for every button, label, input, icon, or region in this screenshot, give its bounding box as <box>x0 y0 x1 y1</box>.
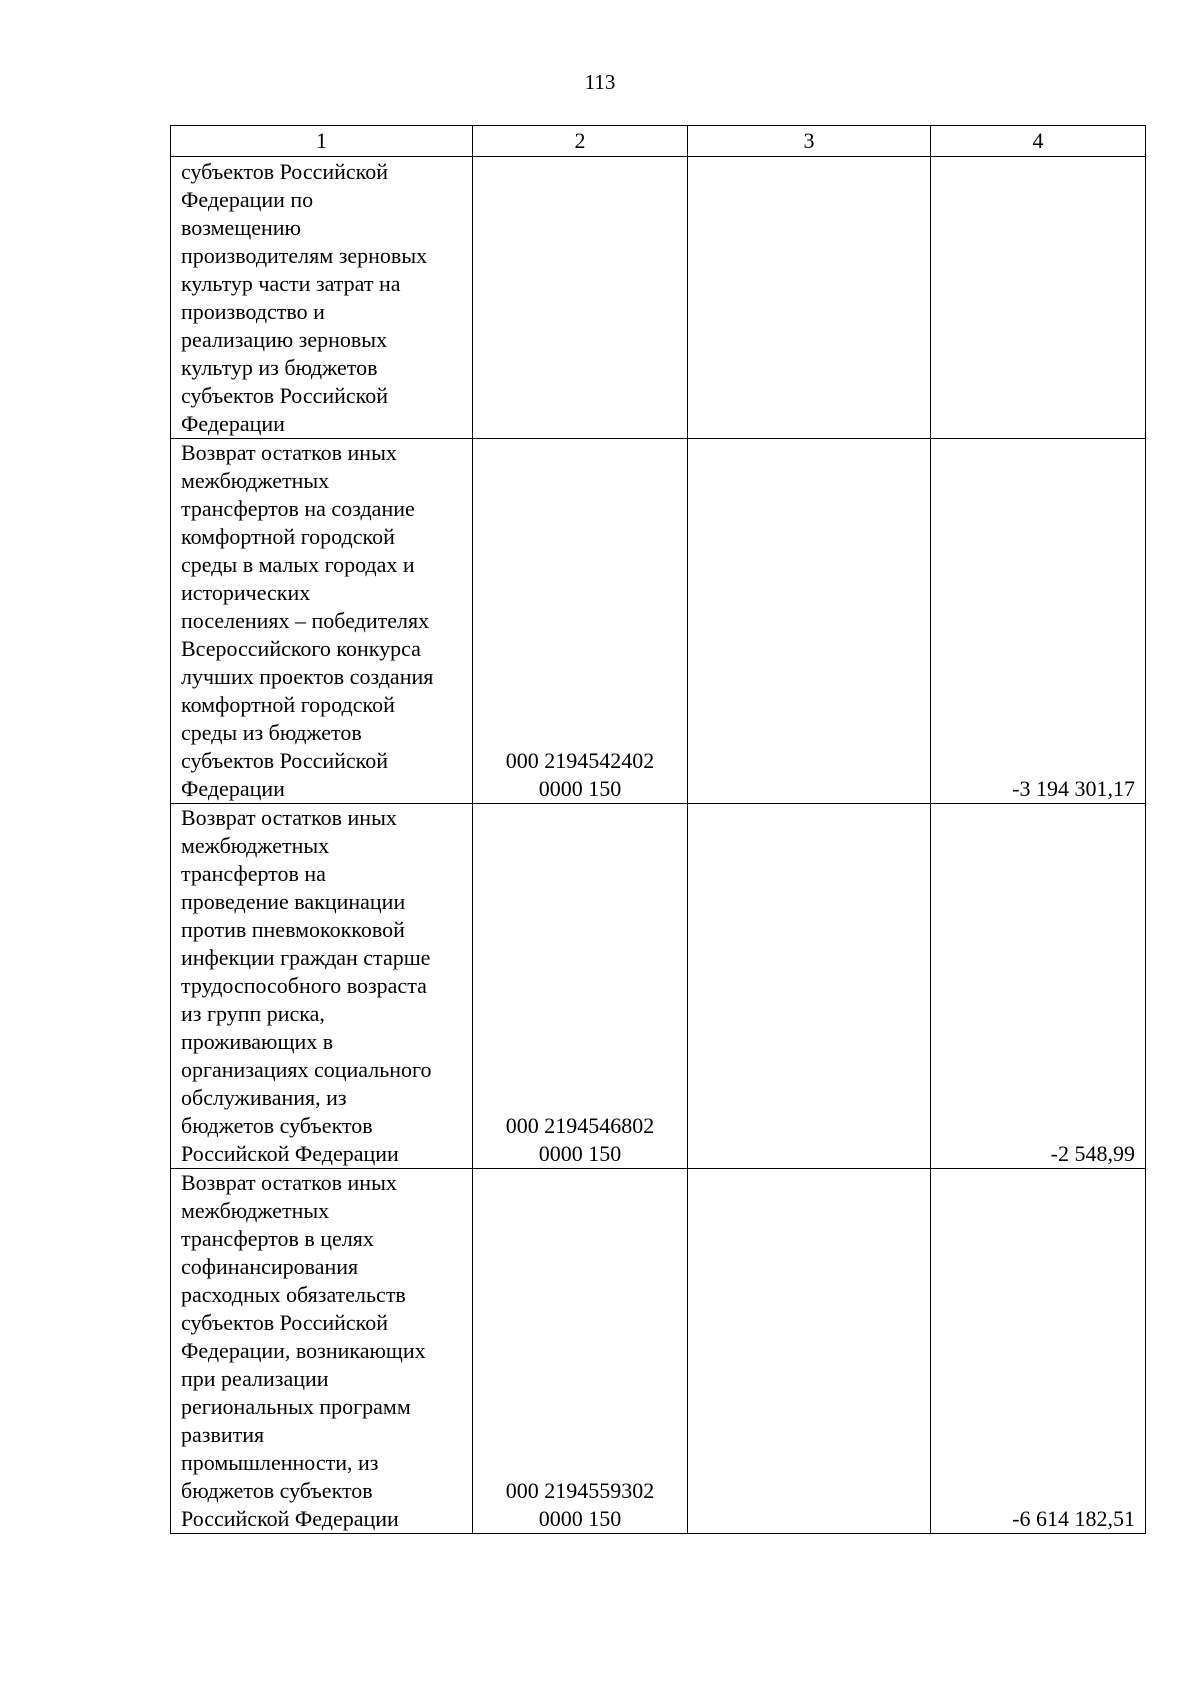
row-name-line: межбюджетных <box>181 833 330 858</box>
column-header-3: 3 <box>688 126 931 157</box>
row-name-line: субъектов Российской <box>181 748 389 773</box>
row-name-line: среды из бюджетов <box>181 720 362 745</box>
row-name-line: лучших проектов создания <box>181 664 434 689</box>
page-number: 113 <box>584 70 616 94</box>
row-name-line: возмещению <box>181 215 301 240</box>
row-code-cell <box>473 439 688 804</box>
row-name-line: Федерации по <box>181 187 314 212</box>
row-name-line: при реализации <box>181 1366 329 1391</box>
table-row <box>171 1169 1146 1534</box>
row-name-cell <box>171 439 473 804</box>
row-name-line: инфекции граждан старше <box>181 945 431 970</box>
row-name-line: бюджетов субъектов <box>181 1478 373 1503</box>
row-name-line: исторических <box>181 580 311 605</box>
row-amount-cell <box>931 157 1146 439</box>
row-name-line: межбюджетных <box>181 468 330 493</box>
row-name-line: трансфертов на <box>181 861 326 886</box>
row-name-line: софинансирования <box>181 1254 359 1279</box>
row-name-line: проживающих в <box>181 1029 334 1054</box>
row-name-cell <box>171 804 473 1169</box>
column-header-4: 4 <box>931 126 1146 157</box>
row-name-line: поселениях – победителях <box>181 608 430 633</box>
row-amount-cell: -6 614 182,51 <box>931 1169 1146 1534</box>
row-name-line: реализацию зерновых <box>181 327 388 352</box>
column-header-1: 1 <box>171 126 473 157</box>
row-code-line: 000 2194542402 <box>505 748 655 773</box>
row-name-line: развития <box>181 1422 265 1447</box>
row-code-line: 0000 150 <box>538 1506 622 1531</box>
row-name-line: обслуживания, из <box>181 1085 347 1110</box>
row-name-line: Возврат остатков иных <box>181 440 397 465</box>
row-name-line: трансфертов в целях <box>181 1226 374 1251</box>
row-code-line: 0000 150 <box>538 1141 622 1166</box>
row-name-line: субъектов Российской <box>181 383 389 408</box>
row-name-line: расходных обязательств <box>181 1282 406 1307</box>
row-name-line: бюджетов субъектов <box>181 1113 373 1138</box>
row-name-line: производство и <box>181 299 325 324</box>
row-name-line: комфортной городской <box>181 524 395 549</box>
row-name-line: Российской Федерации <box>181 1506 399 1531</box>
row-name-line: Федерации <box>181 411 285 436</box>
row-name-line: производителям зерновых <box>181 243 428 268</box>
row-code-cell <box>473 804 688 1169</box>
row-name-line: Возврат остатков иных <box>181 805 397 830</box>
row-code-line: 000 2194546802 <box>505 1113 655 1138</box>
table-row <box>171 804 1146 1169</box>
row-name-line: Всероссийского конкурса <box>181 636 421 661</box>
row-code-cell <box>473 1169 688 1534</box>
row-code-line: 000 2194559302 <box>505 1478 655 1503</box>
row-name-line: Федерации, возникающих <box>181 1338 426 1363</box>
row-name-line: среды в малых городах и <box>181 552 415 577</box>
row-name-line: Возврат остатков иных <box>181 1170 397 1195</box>
row-name-cell <box>171 1169 473 1534</box>
row-name-line: трудоспособного возраста <box>181 973 427 998</box>
table-header-row <box>171 126 1146 157</box>
column-header-2: 2 <box>473 126 688 157</box>
row-name-line: из групп риска, <box>181 1001 325 1026</box>
row-code-line: 0000 150 <box>538 776 622 801</box>
row-name-line: культур части затрат на <box>181 271 401 296</box>
row-name-line: региональных программ <box>181 1394 411 1419</box>
row-code-cell <box>473 157 688 439</box>
row-name-line: трансфертов на создание <box>181 496 415 521</box>
budget-table <box>170 125 1146 1534</box>
row-name-cell <box>171 157 473 439</box>
row-amount-cell: -2 548,99 <box>931 804 1146 1169</box>
row-name-line: культур из бюджетов <box>181 355 378 380</box>
row-name-line: организациях социального <box>181 1057 432 1082</box>
row-amount-cell: -3 194 301,17 <box>931 439 1146 804</box>
row-code-line <box>483 382 677 410</box>
row-col3-cell <box>688 1169 931 1534</box>
row-name-line: против пневмококковой <box>181 917 405 942</box>
row-name-line: Федерации <box>181 776 285 801</box>
table-row <box>171 157 1146 439</box>
row-name-line: субъектов Российской <box>181 1310 389 1335</box>
row-name-line: субъектов Российской <box>181 159 389 184</box>
row-code-line <box>483 410 677 438</box>
table-row <box>171 439 1146 804</box>
row-col3-cell <box>688 804 931 1169</box>
row-name-line: Российской Федерации <box>181 1141 399 1166</box>
row-col3-cell <box>688 157 931 439</box>
row-name-line: межбюджетных <box>181 1198 330 1223</box>
row-name-line: промышленности, из <box>181 1450 379 1475</box>
row-name-line: проведение вакцинации <box>181 889 406 914</box>
row-name-line: комфортной городской <box>181 692 395 717</box>
row-col3-cell <box>688 439 931 804</box>
